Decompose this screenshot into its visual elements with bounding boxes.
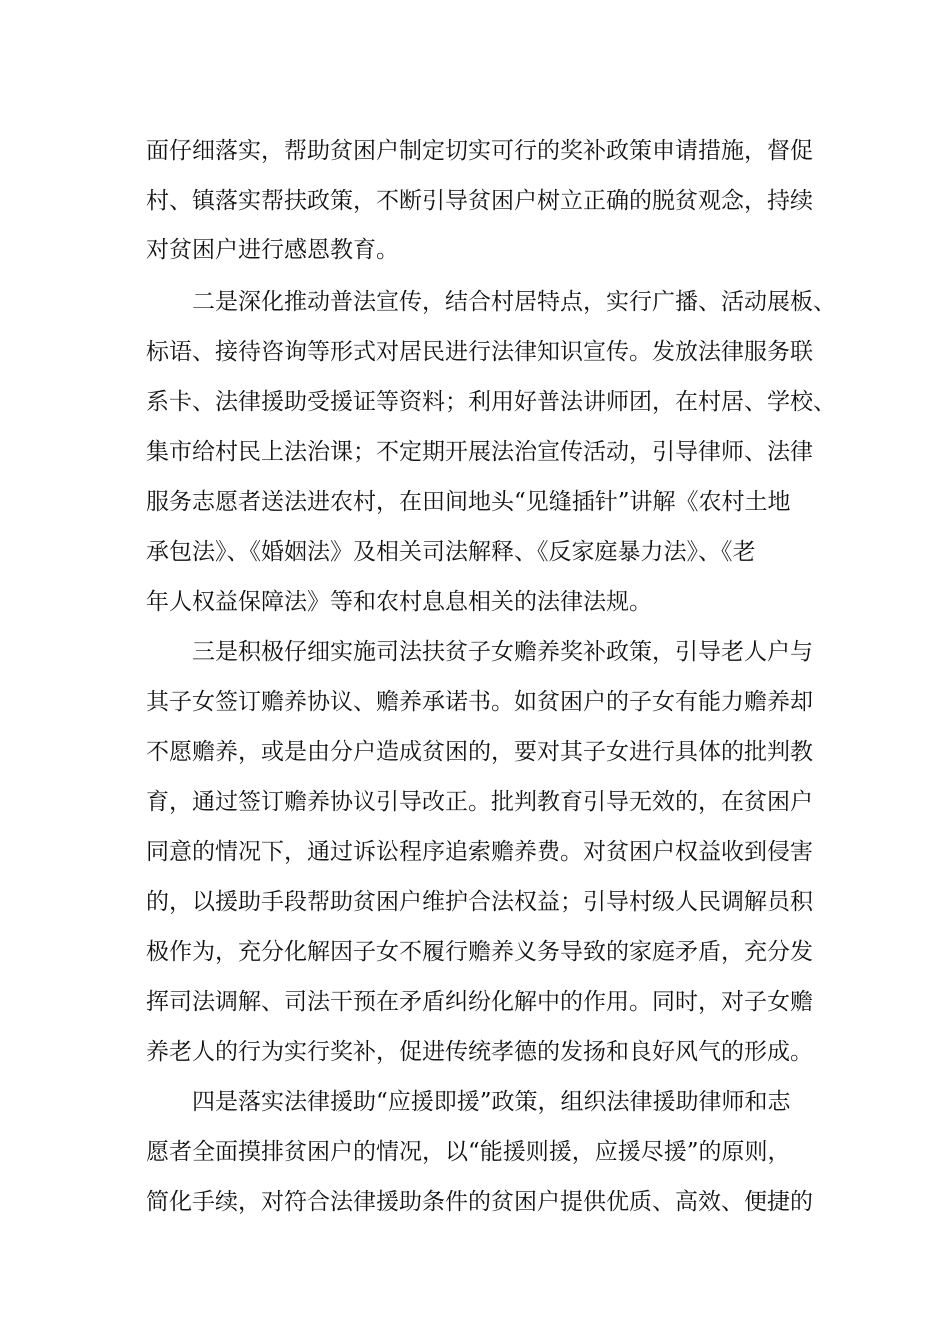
text-line: 的，以援助手段帮助贫困户维护合法权益；引导村级人民调解员积 bbox=[146, 889, 813, 915]
text-line: 标语、接待咨询等形式对居民进行法律知识宣传。发放法律服务联 bbox=[146, 339, 813, 365]
paragraph-4-first-line: 四是落实法律援助“应援即援”政策，组织法律援助律师和志 bbox=[192, 1089, 791, 1115]
paragraph-3-first-line: 三是积极仔细实施司法扶贫子女赡养奖补政策，引导老人户与 bbox=[192, 639, 813, 665]
text-line: 年人权益保障法》等和农村息息相关的法律法规。 bbox=[146, 589, 652, 615]
text-line: 服务志愿者送法进农村，在田间地头“见缝插针”讲解《农村土地 bbox=[146, 489, 791, 515]
text-line: 对贫困户进行感恩教育。 bbox=[146, 237, 399, 263]
text-line: 面仔细落实，帮助贫困户制定切实可行的奖补政策申请措施，督促 bbox=[146, 138, 813, 164]
text-line: 承包法》、《婚姻法》及相关司法解释、《反家庭暴力法》、《老 bbox=[146, 539, 756, 565]
text-line: 养老人的行为实行奖补，促进传统孝德的发扬和良好风气的形成。 bbox=[146, 1039, 813, 1065]
paragraph-2-first-line: 二是深化推动普法宣传，结合村居特点，实行广播、活动展板、 bbox=[192, 289, 836, 315]
text-line: 育，通过签订赡养协议引导改正。批判教育引导无效的，在贫困户 bbox=[146, 789, 813, 815]
text-line: 极作为，充分化解因子女不履行赡养义务导致的家庭矛盾，充分发 bbox=[146, 939, 813, 965]
text-line: 集市给村民上法治课；不定期开展法治宣传活动，引导律师、法律 bbox=[146, 439, 813, 465]
text-line: 简化手续，对符合法律援助条件的贫困户提供优质、高效、便捷的 bbox=[146, 1189, 813, 1215]
text-line: 愿者全面摸排贫困户的情况，以“能援则援，应援尽援”的原则， bbox=[146, 1139, 791, 1165]
text-line: 同意的情况下，通过诉讼程序追索赡养费。对贫困户权益收到侵害 bbox=[146, 839, 813, 865]
text-line: 不愿赡养，或是由分户造成贫困的，要对其子女进行具体的批判教 bbox=[146, 739, 813, 765]
text-line: 系卡、法律援助受援证等资料；利用好普法讲师团，在村居、学校、 bbox=[146, 389, 836, 415]
text-line: 其子女签订赡养协议、赡养承诺书。如贫困户的子女有能力赡养却 bbox=[146, 689, 813, 715]
text-line: 挥司法调解、司法干预在矛盾纠纷化解中的作用。同时，对子女赡 bbox=[146, 989, 813, 1015]
text-line: 村、镇落实帮扶政策，不断引导贫困户树立正确的脱贫观念，持续 bbox=[146, 188, 813, 214]
